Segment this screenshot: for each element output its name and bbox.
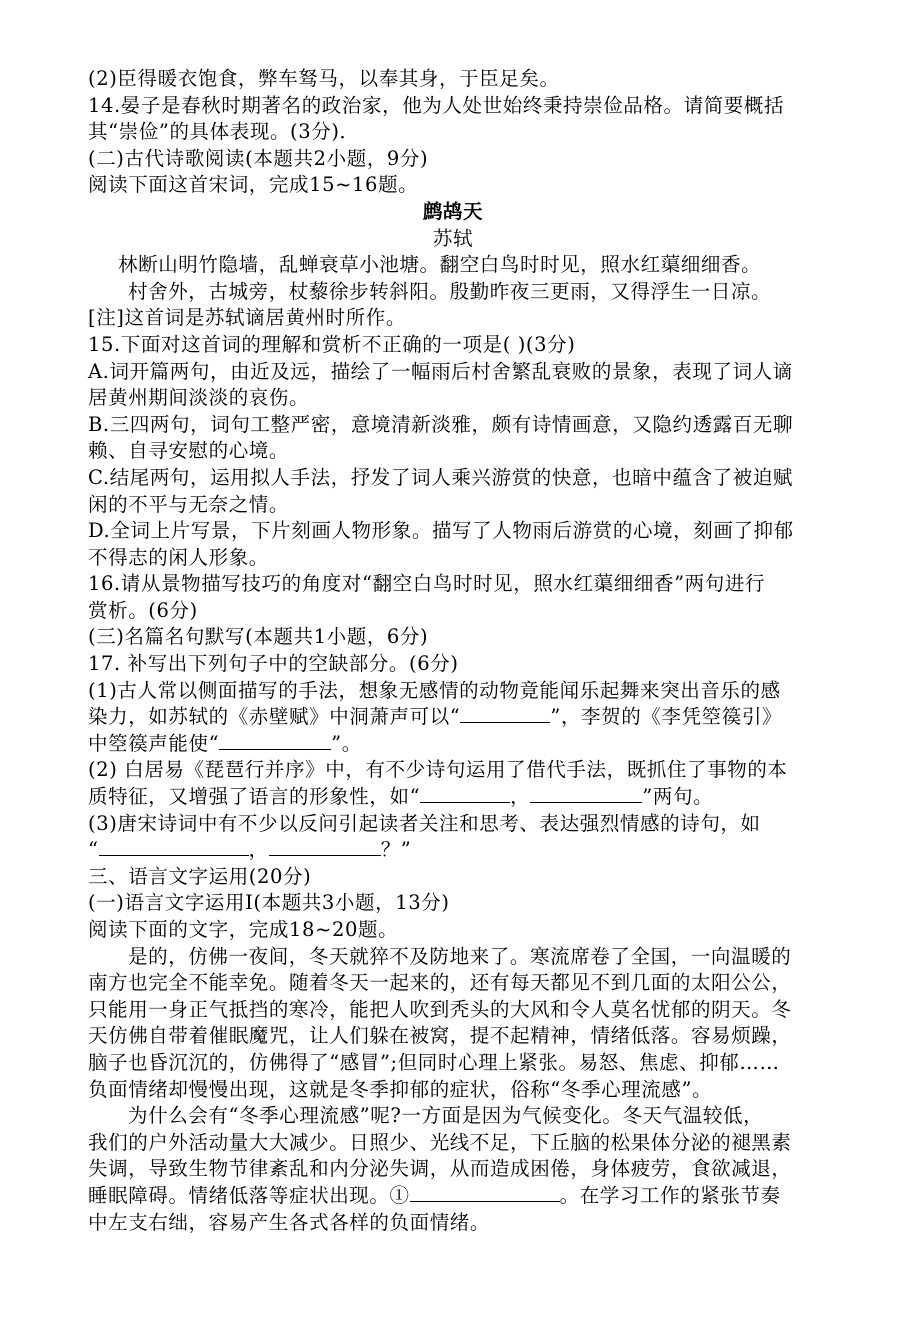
answer-blank[interactable] (460, 704, 550, 723)
passage-line: 睡眠障碍。情绪低落等症状出现。① 。在学习工作的紧张节奏 (88, 1183, 781, 1207)
passage-line: 是的，仿佛一夜间，冬天就猝不及防地来了。寒流席卷了全国，一向温暖的 (128, 944, 792, 968)
passage-line: 脑子也昏沉沉的，仿佛得了“感冒”;但同时心理上紧张。易怒、焦虑、抑郁…… (88, 1050, 780, 1074)
section-heading: (三)名篇名句默写(本题共1小题，6分) (88, 625, 429, 649)
question-17-3: (3)唐宋诗词中有不少以反问引起读者关注和思考、表达强烈情感的诗句，如 (88, 811, 761, 835)
passage-line: 天仿佛自带着催眠魔咒，让人们躲在被窝，提不起精神，情绪低落。容易烦躁， (88, 1024, 792, 1048)
answer-blank[interactable] (410, 1183, 560, 1202)
question-17: 17. 补写出下列句子中的空缺部分。(6分) (88, 652, 459, 676)
option-b: B.三四两句，词句工整严密，意境清新淡雅，颇有诗情画意，又隐约透露百无聊 (88, 412, 794, 436)
passage-line: 只能用一身正气抵挡的寒冷，能把人吹到秃头的大风和令人莫名忧郁的阴天。冬 (88, 997, 792, 1021)
option-b-cont: 赖、自寻安慰的心境。 (88, 439, 290, 463)
question-14: 14.晏子是春秋时期著名的政治家，他为人处世始终秉持崇俭品格。请简要概括 (88, 93, 785, 117)
question-17-1: (1)古人常以侧面描写的手法，想象无感情的动物竟能闻乐起舞来突出音乐的感 (88, 678, 781, 702)
poem-line: 村舍外，古城旁，杖藜徐步转斜阳。殷勤昨夜三更雨，又得浮生一日凉。 (128, 279, 772, 303)
question-17-2: (2) 白居易《琵琶行并序》中，有不少诗句运用了借代手法，既抓住了事物的本 (88, 758, 788, 782)
text-line: 染力，如苏轼的《赤壁赋》中洞萧声可以“ ”，李贺的《李凭箜篌引》 (88, 705, 783, 729)
passage-line: 负面情绪却慢慢出现，这就是冬季抑郁的症状，俗称“冬季心理流感”。 (88, 1077, 713, 1101)
text-line: (2)臣得暖衣饱食，弊车驽马，以奉其身，于臣足矣。 (88, 67, 560, 90)
answer-blank[interactable] (269, 837, 381, 856)
passage-line: 南方也完全不能幸免。随着冬天一起来的，还有每天都见不到几面的太阳公公， (88, 971, 792, 995)
question-15: 15.下面对这首词的理解和赏析不正确的一项是( )(3分) (88, 332, 576, 356)
passage-line: 失调，导致生物节律紊乱和内分泌失调，从而造成困倦，身体疲劳，食欲减退， (88, 1157, 792, 1181)
option-c: C.结尾两句，运用拟人手法，抒发了词人乘兴游赏的快意，也暗中蕴含了被迫赋 (88, 465, 794, 489)
passage-line: 中左支右绌，容易产生各式各样的负面情绪。 (88, 1210, 491, 1234)
answer-blank[interactable] (530, 784, 642, 803)
section-heading: 三、语言文字运用(20分) (88, 864, 312, 888)
poem-line: 林断山明竹隐墙，乱蝉衰草小池塘。翻空白鸟时时见，照水红蕖细细香。 (118, 253, 762, 277)
text-line: “ ， ？” (88, 838, 412, 862)
text-line: 质特征，又增强了语言的形象性，如“ ， ”两句。 (88, 785, 714, 809)
answer-blank[interactable] (219, 731, 331, 750)
section-heading: (一)语言文字运用Ⅰ(本题共3小题，13分) (88, 891, 450, 915)
answer-blank[interactable] (420, 784, 510, 803)
passage-line: 我们的户外活动量大大减少。日照少、光线不足，下丘脑的松果体分泌的褪黑素 (88, 1130, 792, 1154)
text-line: 中箜篌声能使“ ”。 (88, 731, 362, 755)
option-d-cont: 不得志的闲人形象。 (88, 545, 269, 569)
option-a-cont: 居黄州期间淡淡的哀伤。 (88, 386, 310, 410)
passage-line: 为什么会有“冬季心理流感”呢?一方面是因为气候变化。冬天气温较低， (128, 1104, 764, 1128)
option-a: A.词开篇两句，由近及远，描绘了一幅雨后村舍繁乱衰败的景象，表现了词人谪 (88, 359, 793, 383)
section-heading: (二)古代诗歌阅读(本题共2小题，9分) (88, 146, 429, 170)
text-line: 其“崇俭”的具体表现。(3分)． (88, 120, 360, 144)
option-d: D.全词上片写景，下片刻画人物形象。描写了人物雨后游赏的心境，刻画了抑郁 (88, 519, 794, 543)
poem-title: 鹧鸪天 (422, 199, 484, 223)
instruction: 阅读下面的文字，完成18~20题。 (88, 918, 399, 941)
poem-author: 苏轼 (432, 226, 474, 250)
option-c-cont: 闲的不平与无奈之情。 (88, 492, 290, 516)
answer-blank[interactable] (99, 837, 249, 856)
question-16: 16.请从景物描写技巧的角度对“翻空白鸟时时见，照水红蕖细细香”两句进行 (88, 572, 766, 596)
instruction: 阅读下面这首宋词，完成15~16题。 (88, 173, 419, 197)
document-page (88, 66, 818, 1236)
poem-note: [注]这首词是苏轼谪居黄州时所作。 (88, 306, 406, 330)
text-line: 赏析。(6分) (88, 598, 198, 622)
